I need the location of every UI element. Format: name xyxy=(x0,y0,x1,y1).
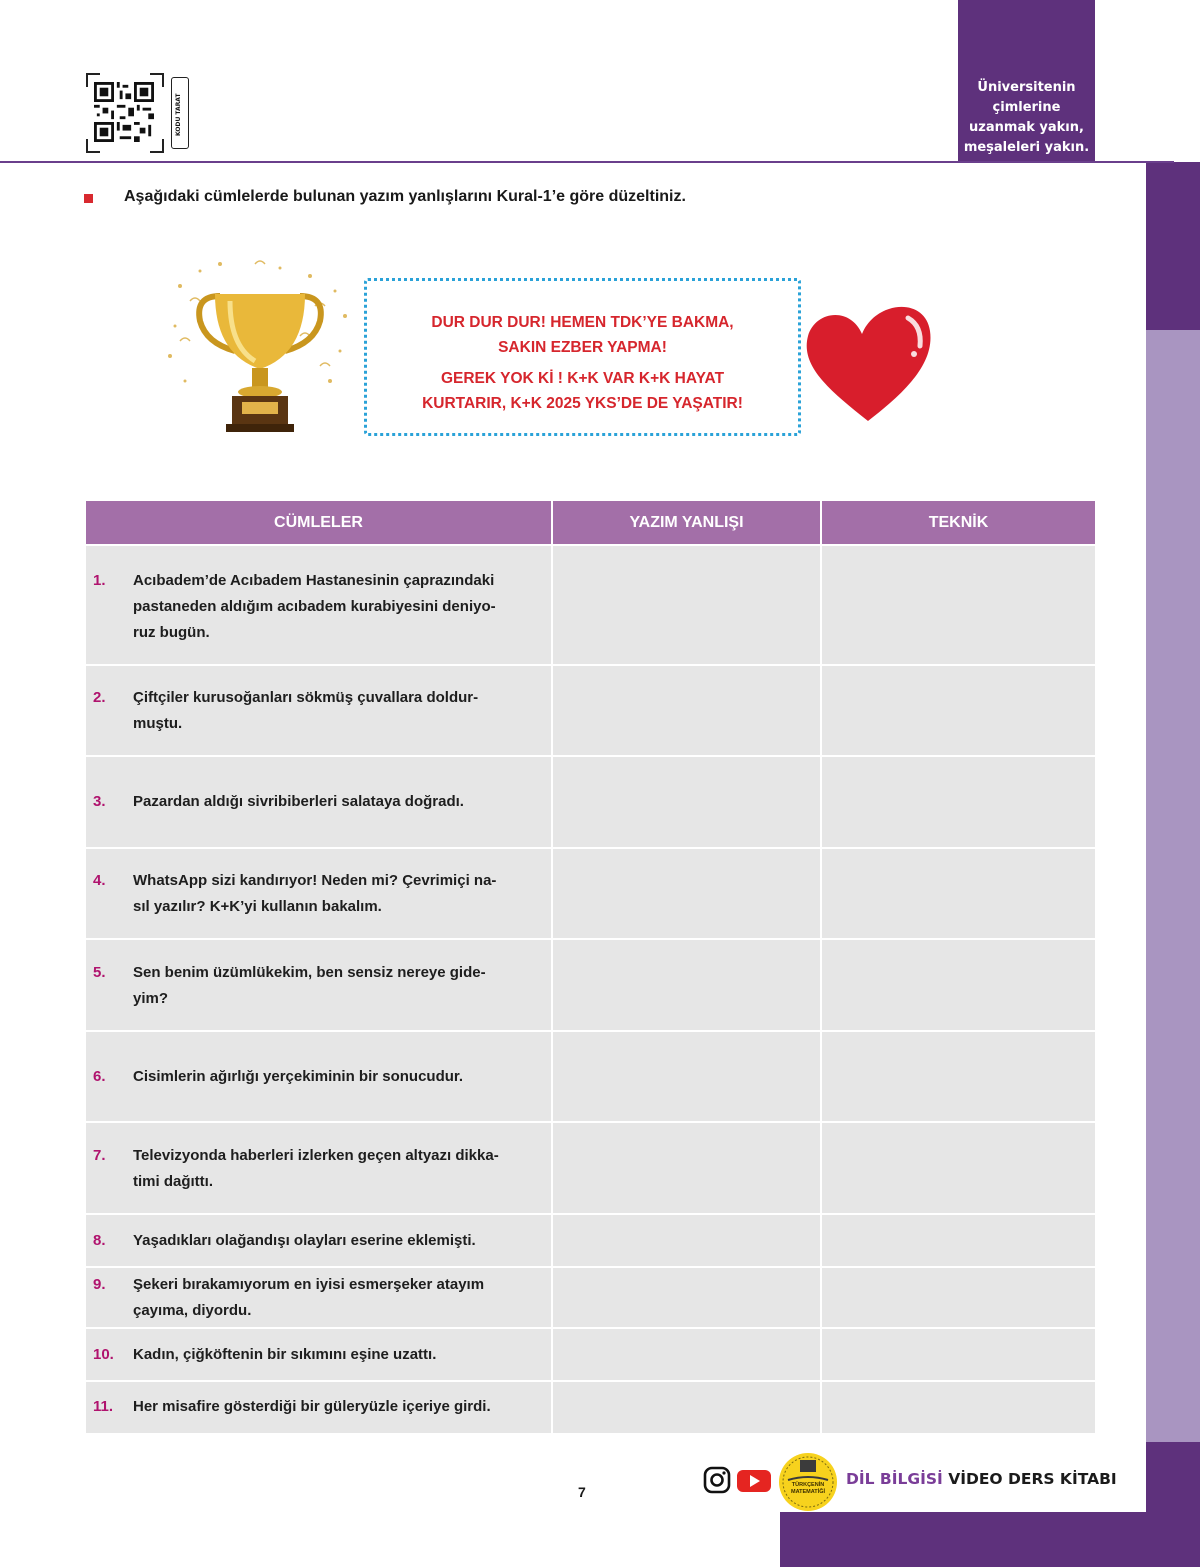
sentence-line: Acıbadem’de Acıbadem Hastanesinin çaprazındaki xyxy=(133,572,495,589)
side-tab-text xyxy=(960,78,1093,158)
row-number: 1. xyxy=(93,572,106,589)
table-row xyxy=(86,849,1095,938)
header-technique: TEKNİK xyxy=(822,501,1095,544)
sentence-cell xyxy=(86,849,551,938)
row-number: 7. xyxy=(93,1147,106,1164)
table-row xyxy=(86,1215,1095,1266)
table-row xyxy=(86,666,1095,755)
side-strip-dark xyxy=(1146,162,1200,330)
sentence-line: çayıma, diyordu. xyxy=(133,1302,252,1319)
sentence-cell xyxy=(86,1329,551,1380)
youtube-icon[interactable] xyxy=(737,1470,771,1492)
book-title xyxy=(846,1470,1117,1488)
header-divider xyxy=(0,161,1174,163)
qr-code-block[interactable] xyxy=(86,73,190,153)
spelling-error-answer-cell[interactable] xyxy=(553,546,820,664)
side-strip-light xyxy=(1146,330,1200,1442)
spelling-error-answer-cell[interactable] xyxy=(553,1123,820,1213)
spelling-error-answer-cell[interactable] xyxy=(553,1329,820,1380)
sentence-text xyxy=(133,568,548,646)
row-number: 5. xyxy=(93,964,106,981)
table-row xyxy=(86,940,1095,1030)
sentence-text xyxy=(133,1064,548,1090)
table-row xyxy=(86,1123,1095,1213)
technique-answer-cell[interactable] xyxy=(822,1268,1095,1327)
row-number: 6. xyxy=(93,1068,106,1085)
callout-line: KURTARIR, K+K 2025 YKS’DE DE YAŞATIR! xyxy=(422,395,743,412)
header-spelling-error: YAZIM YANLIŞI xyxy=(553,501,820,544)
sentence-line: Her misafire gösterdiği bir güleryüzle içeriye girdi. xyxy=(133,1398,491,1415)
sentence-text xyxy=(133,789,548,815)
qr-code-icon xyxy=(94,81,154,143)
badge-text: TÜRKÇENİN xyxy=(791,1482,825,1488)
trophy-icon xyxy=(160,256,355,446)
table-row xyxy=(86,757,1095,847)
sentence-text xyxy=(133,685,548,737)
callout-box xyxy=(364,278,801,436)
instagram-icon[interactable] xyxy=(705,1468,729,1492)
sentence-line: muştu. xyxy=(133,715,183,732)
heart-icon xyxy=(800,296,935,426)
sentence-line: Sen benim üzümlükekim, ben sensiz nereye gide- xyxy=(133,964,486,981)
spelling-error-answer-cell[interactable] xyxy=(553,1382,820,1433)
technique-answer-cell[interactable] xyxy=(822,1382,1095,1433)
bullet-square xyxy=(84,194,93,203)
table-header xyxy=(86,501,1095,544)
book-title-part2: VİDEO DERS KİTABI xyxy=(942,1470,1117,1488)
technique-answer-cell[interactable] xyxy=(822,849,1095,938)
callout-line: GEREK YOK Kİ ! K+K VAR K+K HAYAT xyxy=(440,370,725,387)
table-row xyxy=(86,1268,1095,1327)
technique-answer-cell[interactable] xyxy=(822,1215,1095,1266)
technique-answer-cell[interactable] xyxy=(822,1123,1095,1213)
sentence-cell xyxy=(86,1215,551,1266)
table-row xyxy=(86,1329,1095,1380)
side-tab-line: çimlerine xyxy=(992,100,1061,115)
bottom-bar xyxy=(780,1512,1200,1567)
sentence-text xyxy=(133,1394,548,1420)
sentence-cell xyxy=(86,1032,551,1121)
sentence-line: Şekeri bırakamıyorum en iyisi esmerşeker atayım xyxy=(133,1276,485,1293)
page-number: 7 xyxy=(578,1484,586,1500)
technique-answer-cell[interactable] xyxy=(822,666,1095,755)
sentence-text xyxy=(133,960,548,1012)
row-number: 11. xyxy=(93,1398,114,1415)
sentence-line: Televizyonda haberleri izlerken geçen altyazı dikka- xyxy=(133,1147,499,1164)
scan-code-tab xyxy=(171,77,189,149)
sentence-line: ruz bugün. xyxy=(133,624,210,641)
row-number: 8. xyxy=(93,1232,106,1249)
book-title-part1: DİL BİLGİSİ xyxy=(846,1470,943,1488)
technique-answer-cell[interactable] xyxy=(822,1032,1095,1121)
side-tab-line: Üniversitenin xyxy=(977,80,1076,95)
spelling-error-answer-cell[interactable] xyxy=(553,940,820,1030)
spelling-error-answer-cell[interactable] xyxy=(553,849,820,938)
table-row xyxy=(86,546,1095,664)
sentence-line: Kadın, çiğköftenin bir sıkımını eşine uzattı. xyxy=(133,1346,437,1363)
header-sentences: CÜMLELER xyxy=(86,501,551,544)
technique-answer-cell[interactable] xyxy=(822,757,1095,847)
row-number: 2. xyxy=(93,689,106,706)
row-number: 10. xyxy=(93,1346,114,1363)
sentence-text xyxy=(133,868,548,920)
row-number: 3. xyxy=(93,793,106,810)
sentence-cell xyxy=(86,757,551,847)
technique-answer-cell[interactable] xyxy=(822,1329,1095,1380)
side-tab-line: meşaleleri yakın. xyxy=(963,140,1090,155)
sentence-text xyxy=(133,1228,548,1254)
row-number: 4. xyxy=(93,872,106,889)
sentence-cell xyxy=(86,546,551,664)
instruction-text: Aşağıdaki cümlelerde bulunan yazım yanlışlarını Kural-1’e göre düzeltiniz. xyxy=(124,188,686,205)
spelling-error-answer-cell[interactable] xyxy=(553,757,820,847)
spelling-error-answer-cell[interactable] xyxy=(553,666,820,755)
sentence-cell xyxy=(86,940,551,1030)
sentence-line: Cisimlerin ağırlığı yerçekiminin bir sonucudur. xyxy=(133,1068,464,1085)
sentence-line: pastaneden aldığım acıbadem kurabiyesini deniyo- xyxy=(133,598,496,615)
spelling-error-answer-cell[interactable] xyxy=(553,1215,820,1266)
spelling-error-answer-cell[interactable] xyxy=(553,1032,820,1121)
row-number: 9. xyxy=(93,1276,106,1293)
callout-line: DUR DUR DUR! HEMEN TDK’YE BAKMA, xyxy=(431,314,734,331)
sentence-line: Çiftçiler kurusoğanları sökmüş çuvallara doldur- xyxy=(133,689,479,706)
sentence-cell xyxy=(86,1382,551,1433)
badge-logo-icon xyxy=(778,1452,838,1512)
sentence-text xyxy=(133,1342,548,1368)
sentence-text xyxy=(133,1272,548,1324)
sentence-cell xyxy=(86,1123,551,1213)
sentence-line: yim? xyxy=(133,990,169,1007)
side-tab-line: uzanmak yakın, xyxy=(969,120,1084,135)
sentence-line: WhatsApp sizi kandırıyor! Neden mi? Çevrimiçi na- xyxy=(133,872,497,889)
sentence-line: Pazardan aldığı sivribiberleri salataya doğradı. xyxy=(133,793,464,810)
sentence-text xyxy=(133,1143,548,1195)
sentence-line: Yaşadıkları olağandışı olayları eserine eklemişti. xyxy=(133,1232,476,1249)
technique-answer-cell[interactable] xyxy=(822,546,1095,664)
social-icons xyxy=(703,1465,773,1497)
sentence-line: sıl yazılır? K+K’yi kullanın bakalım. xyxy=(133,898,382,915)
technique-answer-cell[interactable] xyxy=(822,940,1095,1030)
scan-code-label: KODU TARAT xyxy=(175,93,182,136)
sentence-line: timi dağıttı. xyxy=(133,1173,213,1190)
spelling-error-answer-cell[interactable] xyxy=(553,1268,820,1327)
callout-line: SAKIN EZBER YAPMA! xyxy=(498,339,667,356)
sentence-cell xyxy=(86,1268,551,1327)
table-row xyxy=(86,1382,1095,1433)
badge-text: MATEMATİĞİ xyxy=(790,1489,825,1495)
sentence-cell xyxy=(86,666,551,755)
table-row xyxy=(86,1032,1095,1121)
